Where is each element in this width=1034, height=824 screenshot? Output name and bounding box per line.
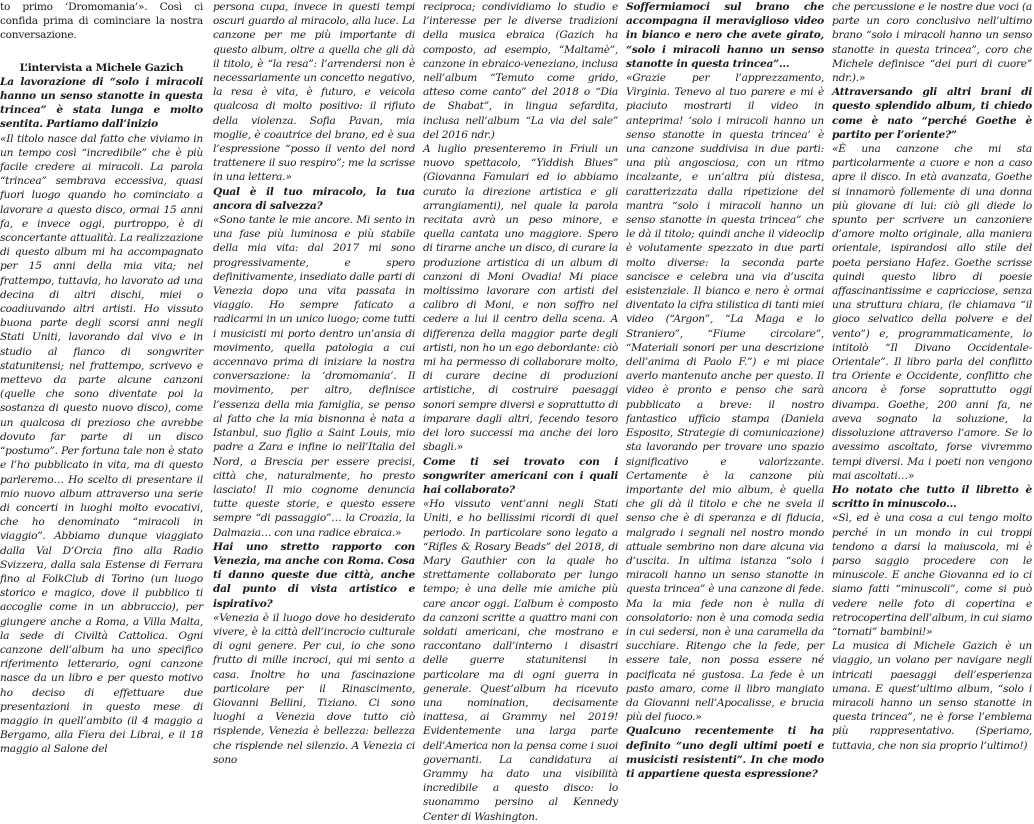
answer: «Venezia è il luogo dove ho desiderato vivere, è la città dell’incrocio culturale di ogni genere. Per cui, io che sono frutto di mille incroci, qui mi sento a casa. Inoltre ho una fascinazione particolare per il Rinascimento, Giovanni Bellini, Tiziano. Ci sono luoghi a Venezia dove tutto ciò risplende, Venezia è bellezza: bellezza che risplende nel silenzio. A Venezia ci sono xyxy=(213,611,415,766)
answer: «Il titolo nasce dal fatto che viviamo in un tempo così “incredibile” che è più facile credere ai miracoli. La parola “trincea” sembrava eccessiva, quasi fuori luogo quando ho cominciato a lavorare a questo disco, ormai 15 anni fa, e invece oggi, purtroppo, è di sconcertante attualità. La realizzazione di questo album mi ha accompagnato per 15 anni della mia vita; nel frattempo, tuttavia, ho lavorato ad una decina di altri dischi, miei o coadiuvando altri artisti. Ho vissuto buona parte degli scorsi anni negli Stati Uniti, lavorando dal vivo e in studio al fianco di songwriter statunitensi; nel frattempo, scrivevo e mettevo da parte alcune canzoni (quelle che sono diventate poi la sostanza di questo nuovo disco), come un qualcosa di prezioso che avrebbe dovuto far parte di un disco “postumo”. Per fortuna tale non è stato e l’ho pubblicato in vita, ma di questo parleremo… Ho scelto di presentare il mio nuovo album attraverso una serie di concerti in luoghi molto evocativi, che ho denominato “miracoli in viaggio”. Abbiamo dunque viaggiato dalla Val D’Orcia fino alla Radio Svizzera, dalla sala Estense di Ferrara fino al FolkClub di Torino (un luogo storico e magico, dove il pubblico ti accoglie come in un abbraccio), per giungere anche a Roma, a Villa Malta, la sede di Civiltà Cattolica. Ogni canzone dell’album ha uno specifico riferimento letterario, ogni canzone nasce da un libro e per questo motivo ho deciso di effettuare due presentazioni in questo mese di maggio in quell’ambito (il 4 maggio a Bergamo, alla Fiera dei Librai, e il 18 maggio al Salone del xyxy=(0,132,203,756)
column-1 xyxy=(0,0,203,756)
column-5 xyxy=(832,0,1032,752)
question: Soffermiamoci sul brano che accompagna il meraviglioso video in bianco e nero che avete girato, “solo i miracoli hanno un senso stanotte in questa trincea”… xyxy=(626,1,824,70)
intro-paragraph: to primo ‘Dromomania’». Così ci confida prima di cominciare la nostra conversazione. xyxy=(0,1,203,42)
question: Qual è il tuo miracolo, la tua ancora di salvezza? xyxy=(213,185,415,212)
section-heading: L’intervista a Michele Gazich xyxy=(19,61,184,74)
column-3 xyxy=(423,0,618,823)
question: Qualcuno recentemente ti ha definito “uno degli ultimi poeti e musicisti resistenti”. In che modo ti appartiene questa espressione? xyxy=(626,725,824,780)
answer: «Ho vissuto vent’anni negli Stati Uniti, e ho bellissimi ricordi di quel periodo. In particolare sono legato a “Rifles & Rosary Beads” del 2018, di Mary Gauthier con la quale ho strettamente collaborato per lungo tempo; è una delle mie amiche più care ancor oggi. L’album è composto da canzoni scritte a quattro mani con soldati americani, che mostrano e raccontano dall’interno i disastri delle guerre statunitensi in particolare ma di ogni guerra in generale. Quest’album ha ricevuto una nomination, decisamente inattesa, ai Grammy nel 2019! Evidentemente una larga parte dell’America non la pensa come i suoi governanti. La candidatura ai Grammy ha dato una visibilità incredibile a questo disco: lo suonammo persino al Kennedy Center di Washington. xyxy=(423,498,618,823)
answer-continued: persona cupa, invece in questi tempi oscuri guardo al miracolo, alla luce. La canzone per me più importante di questo album, oltre a quella che gli dà il titolo, è “la resa”: l’arrendersi non è necessariamente un concetto negativo, la resa è vita, è futuro, e veicola qualcosa di molto positivo: il rifiuto della violenza. Sofia Pavan, mia moglie, è coautrice del brano, ed è sua l’espressione “posso il vento del nord trattenere il suo respiro”; me la scrisse in una lettera.» xyxy=(213,1,415,184)
answer-paragraph: A luglio presenteremo in Friuli un nuovo spettacolo, “Yiddish Blues” (Giovanna Famulari ed io abbiamo curato la direzione artistica e gli arrangiamenti), nel quale la parola recitata avrà un peso minore, e quella cantata uno maggiore. Spero di tirarne anche un disco, di curare la produzione artistica di un album di canzoni di Moni Ovadia! Mi piace moltissimo lavorare con artisti del calibro di Moni, e non soffro nel cedere a lui il centro della scena. A differenza della maggior parte degli artisti, non ho un ego debordante: ciò mi ha permesso di collaborare molto, di curare decine di produzioni artistiche, di costruire paesaggi sonori sempre diversi e soprattutto di imparare dagli altri, fecendo tesoro dei loro successi ma anche dei loro sbagli.» xyxy=(423,143,618,454)
closing-paragraph: La musica di Michele Gazich è un viaggio, un volano per navigare negli intricati paesaggi dell’esperienza umana. E quest’ultimo album, “solo i miracoli hanno un senso stanotte in questa trincea”, ne è forse l’emblema più rappresentativo. (Speriamo, tuttavia, che non sia proprio l’ultimo!) xyxy=(832,640,1032,752)
answer: «Sono tante le mie ancore. Mi sento in una fase più luminosa e più stabile della mia vita: dal 2017 mi sono progressivamente, e spero definitivamente, insediato dalle parti di Venezia dopo una vita passata in viaggio. Ho sempre faticato a radicarmi in un unico luogo; come tutti i musicisti mi porto dentro un’ansia di movimento, quella patologia a cui accennavo prima di iniziare la nostra conversazione: la ‘dromomania’. Il movimento, per altro, definisce l’essenza della mia famiglia, se penso al fatto che la mia bisnonna è nata a Istanbul, suo figlio a Saint Louis, mio padre a Zara e infine io nell’Italia del Nord, a Brescia per essere precisi, città che, naturalmente, ho presto lasciato! Il mio cognome denuncia tutte queste storie, e questo essere sempre “di passaggio”… la Croazia, la Dalmazia… con una radice ebraica.» xyxy=(213,214,415,539)
question: Come ti sei trovato con i songwriter americani con i quali hai collaborato? xyxy=(423,455,618,496)
column-4 xyxy=(626,0,824,780)
answer-continued: reciproca; condividiamo lo studio e l’interesse per le diverse tradizioni della musica ebraica (Gazich ha composto, ad esempio, “Maltamè”, canzone in ebraico-veneziano, inclusa nell’album “Temuto come grido, atteso come canto” del 2018 o “Dia de Shabat”, in lingua sefardita, inclusa nell’album “La via del sale” del 2016 ndr.) xyxy=(423,1,618,141)
question: Hai uno stretto rapporto con Venezia, ma anche con Roma. Cosa ti danno queste due città, anche dal punto di vista artistico e ispirativo? xyxy=(213,540,415,610)
question: La lavorazione di “solo i miracoli hanno un senso stanotte in questa trincea” è stata lunga e molto sentita. Partiamo dall’inizio xyxy=(0,75,203,131)
column-2 xyxy=(213,0,415,766)
question: Attraversando gli altri brani di questo splendido album, ti chiedo come è nato “perché Goethe è partito per l’oriente?” xyxy=(832,86,1032,141)
answer: «Sì, ed è una cosa a cui tengo molto perché in un mondo in cui troppi tendono a darsi la maiuscola, mi è parso saggio procedere con le minuscole. E anche Giovanna ed io ci siamo fatti “minuscoli”, come si può vedere nelle foto di copertina e retrocopertina dell’album, in cui siamo “tornati” bambini!» xyxy=(832,512,1032,638)
question: Ho notato che tutto il libretto è scritto in minuscolo… xyxy=(832,483,1032,511)
answer: «È una canzone che mi sta particolarmente a cuore e non a caso apre il disco. In età avanzata, Goethe si innamorò follemente di una donna più giovane di lui: ciò gli diede lo spunto per scrivere un canzoniere d’amore molto originale, alla maniera orientale, ispirandosi allo stile del poeta persiano Hafez. Goethe scrisse quindi questo libro di poesie affascinantissime e capricciose, senza una struttura chiara, (le chiamava “il gioco selvatico della polvere e del vento”) e, programmaticamente, lo intitolò “Il Divano Occidentale-Orientale”. Il libro parla del conflitto tra Oriente e Occidente, conflitto che ancora è forse soprattutto oggi divampa. Goethe, 200 anni fa, ne aveva sognato la soluzione, la dissoluzione attraverso l’amore. Se lo avessimo ascoltato, forse vivremmo tempi diversi. Ma i poeti non vengono mai ascoltati…» xyxy=(832,143,1032,482)
answer-continued: che percussione e le nostre due voci (a parte un coro conclusivo nell’ultimo brano “solo i miracoli hanno un senso stanotte in questa trincea”, coro che Michele definisce “dei puri di cuore” ndr.).» xyxy=(832,1,1032,85)
answer: «Grazie per l’apprezzamento, Virginia. Tenevo al tuo parere e mi è piaciuto mostrarti il video in anteprima! ‘solo i miracoli hanno un senso stanotte in questa trincea’ è una canzone suddivisa in due parti: una più angosciosa, con un ritmo incalzante, e un’altra più distesa, caratterizzata dalla ripetizione del mantra “solo i miracoli hanno un senso stanotte in questa trincea” che le dà il titolo; quindi anche il videoclip è volutamente spezzato in due parti molto diverse: la seconda parte sancisce e celebra una via d’uscita esistenziale. Il bianco e nero è ormai diventato la cifra stilistica di tanti miei video (“Argon”, “La Maga e lo Straniero”, “Fiume circolare”, “Materiali sonori per una descrizione dell’anima di Paolo F.”) e mi piace averlo mantenuto anche per questo. Il video è pronto e penso che sarà pubblicato a breve: il nostro fantastico ufficio stampa (Daniela Esposito, Strategie di comunicazione) sta lavorando per trovare uno spazio significativo e valorizzante. Certamente è la canzone più importante del mio album, è quella che gli dà il titolo e che ne svela il senso che è di speranza e di fiducia, malgrado i segnali nel nostro mondo attuale sembrino non dare alcuna via d’uscita. In ultima istanza “solo i miracoli hanno un senso stanotte in questa trincea” è una canzone di fede. Ma la mia fede non è nulla di consolatorio: non è una comoda sedia in cui sedersi, non è una caramella da succhiare. Ritengo che la fede, per essere tale, non possa essere né pacificata né gustosa. La fede è un pasto amaro, come il libro mangiato da Giovanni nell’Apocalisse, e brucia più del fuoco.» xyxy=(626,72,824,724)
